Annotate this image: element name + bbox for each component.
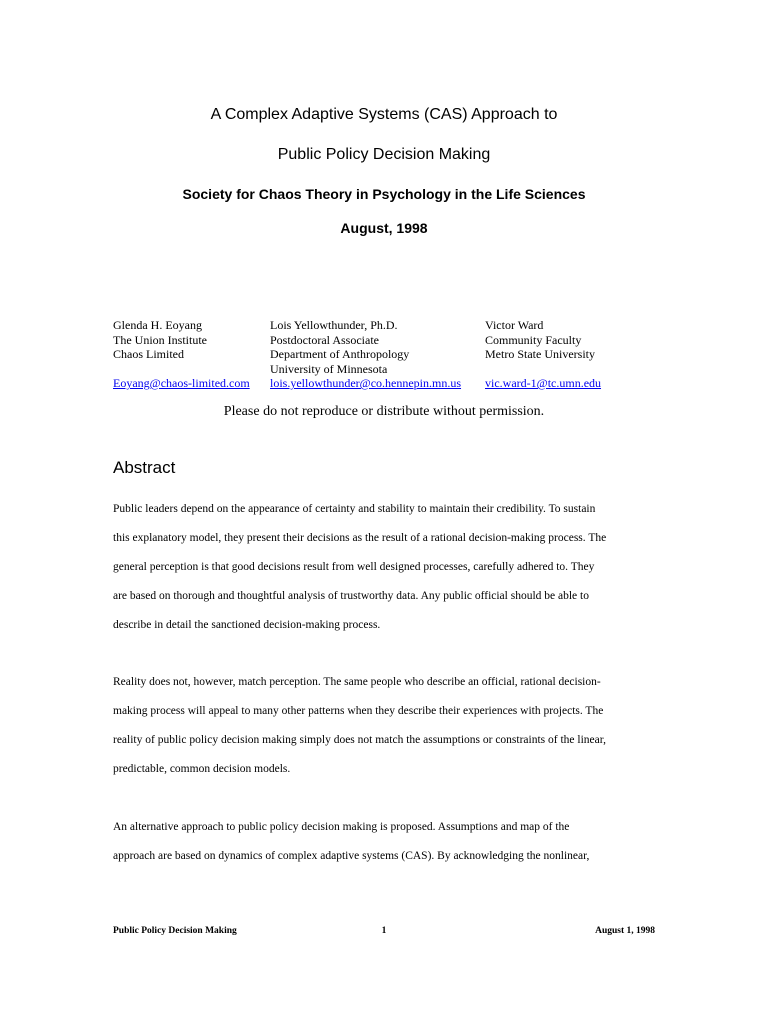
text-line: this explanatory model, they present their decisions as the result of a rational decision-making process. The [113,532,607,544]
abstract-paragraph-3 [113,813,673,871]
author-block-2 [270,318,461,391]
text-line: general perception is that good decisions result from well designed processes, carefully adhered to. They [113,561,595,573]
author-affiliation: Department of Anthropology [270,347,410,361]
author-affiliation: University of Minnesota [270,361,388,376]
document-title-line-2: Public Policy Decision Making [277,146,491,163]
author-email-link[interactable]: vic.ward-1@tc.umn.edu [485,376,602,390]
author-name: Glenda H. Eoyang [113,318,202,332]
author-affiliation: The Union Institute [113,332,207,347]
text-line: Public leaders depend on the appearance of certainty and stability to maintain their credibility. To sustain [113,503,596,515]
author-block-1 [113,318,250,391]
author-email-link[interactable]: Eoyang@chaos-limited.com [113,376,250,390]
footer-running-title: Public Policy Decision Making [113,926,237,936]
author-affiliation: Metro State University [485,347,595,361]
text-line: approach are based on dynamics of complex adaptive systems (CAS). By acknowledging the nonlinear, [113,850,590,862]
footer-page-number: 1 [381,926,387,936]
abstract-paragraph-1 [113,495,673,640]
author-name: Lois Yellowthunder, Ph.D. [270,318,398,332]
abstract-heading: Abstract [113,458,176,477]
author-block-3 [485,318,601,391]
text-line: predictable, common decision models. [113,763,291,775]
author-affiliation: Chaos Limited [113,347,184,361]
footer-date: August 1, 1998 [595,926,655,936]
author-affiliation: Postdoctoral Associate [270,332,379,347]
text-line: are based on thorough and thoughtful analysis of trustworthy data. Any public official should be able to [113,590,589,602]
text-line: Reality does not, however, match perception. The same people who describe an official, rational decision- [113,676,601,688]
author-name: Victor Ward [485,318,544,332]
document-title-line-1: A Complex Adaptive Systems (CAS) Approach to [210,106,558,123]
text-line: reality of public policy decision making simply does not match the assumptions or constraints of the linear, [113,734,606,746]
distribution-notice: Please do not reproduce or distribute without permission. [223,404,545,419]
text-line: An alternative approach to public policy decision making is proposed. Assumptions and map of the [113,821,570,833]
text-line: describe in detail the sanctioned decision-making process. [113,619,381,631]
text-line: making process will appeal to many other patterns when they describe their experiences with projects. The [113,705,604,717]
author-email-link[interactable]: lois.yellowthunder@co.hennepin.mn.us [270,376,462,390]
conference-name: Society for Chaos Theory in Psychology in the Life Sciences [182,186,586,202]
document-date: August, 1998 [340,220,428,236]
author-affiliation: Community Faculty [485,332,582,347]
abstract-paragraph-2 [113,668,673,784]
